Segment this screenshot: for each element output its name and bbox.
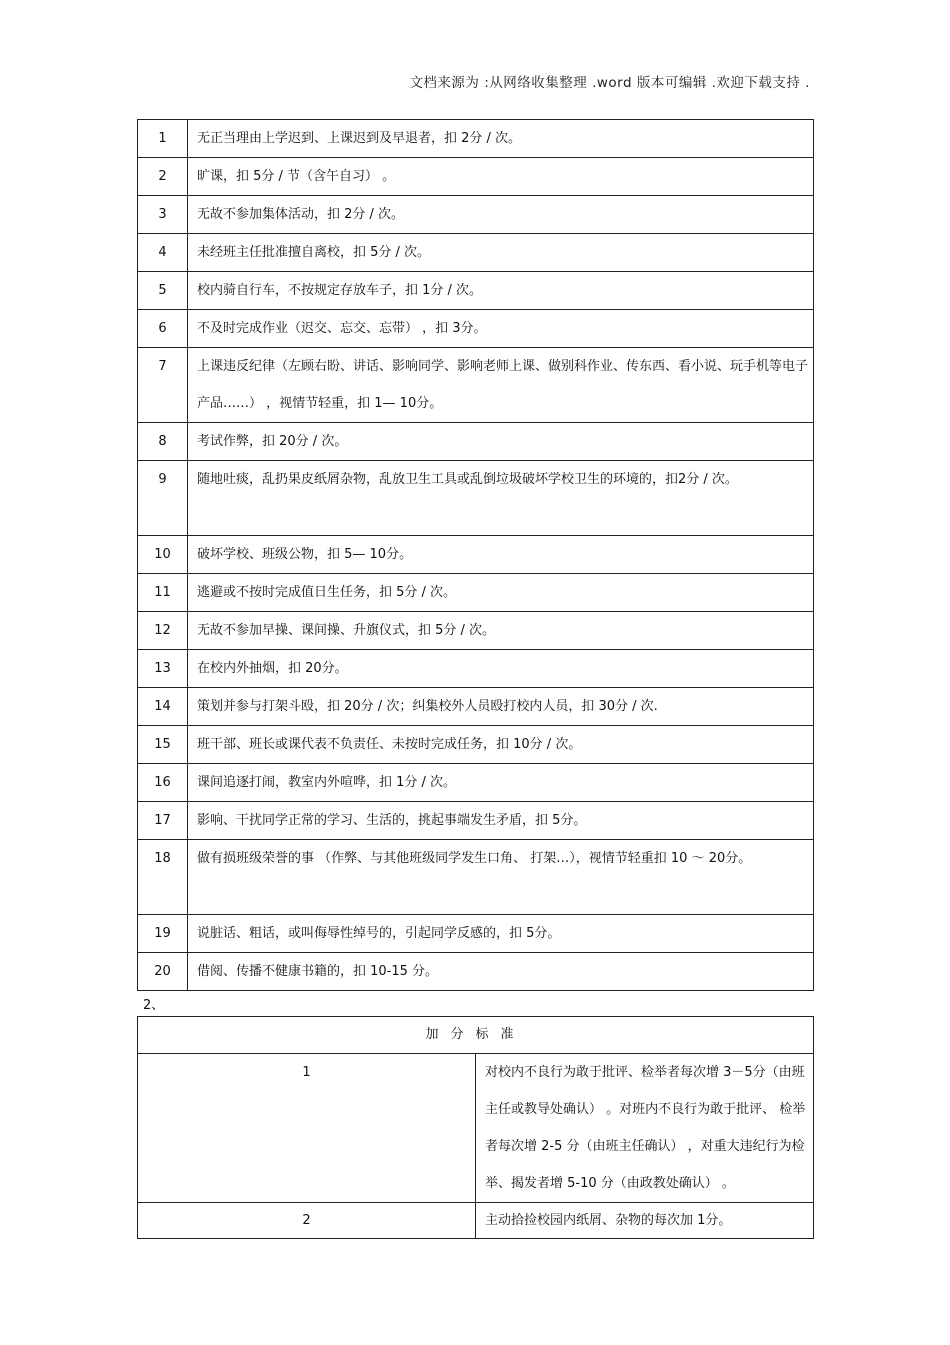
deduction-table	[137, 119, 814, 991]
row-number: 20	[138, 953, 188, 991]
row-number: 9	[138, 461, 188, 536]
row-text: 逃避或不按时完成值日生任务，扣 5分 / 次。	[188, 574, 814, 612]
row-number: 10	[138, 536, 188, 574]
table-row	[138, 536, 814, 574]
row-text: 无正当理由上学迟到、上课迟到及早退者，扣 2分 / 次。	[188, 120, 814, 158]
row-text: 随地吐痰，乱扔果皮纸屑杂物，乱放卫生工具或乱倒垃圾破坏学校卫生的环境的，扣2分 / 次。	[188, 461, 814, 536]
table-row	[138, 120, 814, 158]
row-number: 2	[138, 158, 188, 196]
table-row	[138, 764, 814, 802]
table-row	[138, 423, 814, 461]
table-row	[138, 802, 814, 840]
row-text: 不及时完成作业（迟交、忘交、忘带） ，扣 3分。	[188, 310, 814, 348]
table-row	[138, 196, 814, 234]
row-number: 14	[138, 688, 188, 726]
row-number: 5	[138, 272, 188, 310]
row-text: 做有损班级荣誉的事 （作弊、与其他班级同学发生口角、 打架…），视情节轻重扣 10 ～ 20分。	[188, 840, 814, 915]
row-text: 无故不参加早操、课间操、升旗仪式，扣 5分 / 次。	[188, 612, 814, 650]
row-text: 班干部、班长或课代表不负责任、未按时完成任务，扣 10分 / 次。	[188, 726, 814, 764]
row-text: 说脏话、粗话，或叫侮辱性绰号的，引起同学反感的，扣 5分。	[188, 915, 814, 953]
row-text: 在校内外抽烟，扣 20分。	[188, 650, 814, 688]
bonus-table	[137, 1016, 814, 1239]
row-text: 未经班主任批准擅自离校，扣 5分 / 次。	[188, 234, 814, 272]
row-number: 15	[138, 726, 188, 764]
row-text: 上课违反纪律（左顾右盼、讲话、影响同学、影响老师上课、做别科作业、传东西、看小说、玩手机等电子产品……） ，视情节轻重，扣 1— 10分。	[188, 348, 814, 423]
row-number: 3	[138, 196, 188, 234]
table-row	[138, 310, 814, 348]
table-row	[138, 953, 814, 991]
bonus-row-text: 主动拾捡校园内纸屑、杂物的每次加 1分。	[476, 1203, 814, 1239]
table-row	[138, 461, 814, 536]
row-number: 17	[138, 802, 188, 840]
row-text: 考试作弊，扣 20分 / 次。	[188, 423, 814, 461]
bonus-table-header: 加分标准	[138, 1017, 814, 1054]
table-row	[138, 915, 814, 953]
row-number: 16	[138, 764, 188, 802]
row-text: 旷课，扣 5分 / 节（含午自习） 。	[188, 158, 814, 196]
row-text: 策划并参与打架斗殴，扣 20分 / 次；纠集校外人员殴打校内人员，扣 30分 / 次.	[188, 688, 814, 726]
page-header: 文档来源为 :从网络收集整理 .word 版本可编辑 .欢迎下载支持 .	[409, 75, 810, 91]
bonus-row-text: 对校内不良行为敢于批评、检举者每次增 3－5分（由班主任或教导处确认） 。对班内不良行为敢于批评、 检举者每次增 2-5 分（由班主任确认） ，对重大违纪行为检举、揭发者增 5-10 分（由政教处确认） 。	[476, 1054, 814, 1203]
row-number: 11	[138, 574, 188, 612]
row-text: 无故不参加集体活动，扣 2分 / 次。	[188, 196, 814, 234]
row-number: 7	[138, 348, 188, 423]
row-number: 13	[138, 650, 188, 688]
table-row	[138, 840, 814, 915]
table-row	[138, 272, 814, 310]
row-number: 12	[138, 612, 188, 650]
section-number: 2、	[143, 998, 165, 1013]
table-row	[138, 158, 814, 196]
row-text: 课间追逐打闹，教室内外喧哗，扣 1分 / 次。	[188, 764, 814, 802]
bonus-row-number: 1	[138, 1054, 476, 1203]
row-text: 借阅、传播不健康书籍的，扣 10-15 分。	[188, 953, 814, 991]
table-row	[138, 348, 814, 423]
row-number: 8	[138, 423, 188, 461]
row-number: 19	[138, 915, 188, 953]
table-row	[138, 574, 814, 612]
table-row	[138, 234, 814, 272]
row-number: 18	[138, 840, 188, 915]
row-text: 破坏学校、班级公物，扣 5— 10分。	[188, 536, 814, 574]
table-row	[138, 726, 814, 764]
row-text: 校内骑自行车，不按规定存放车子，扣 1分 / 次。	[188, 272, 814, 310]
row-text: 影响、干扰同学正常的学习、生活的，挑起事端发生矛盾，扣 5分。	[188, 802, 814, 840]
table-row	[138, 612, 814, 650]
row-number: 6	[138, 310, 188, 348]
row-number: 4	[138, 234, 188, 272]
table-row	[138, 688, 814, 726]
table-row	[138, 650, 814, 688]
row-number: 1	[138, 120, 188, 158]
bonus-row-number: 2	[138, 1203, 476, 1239]
